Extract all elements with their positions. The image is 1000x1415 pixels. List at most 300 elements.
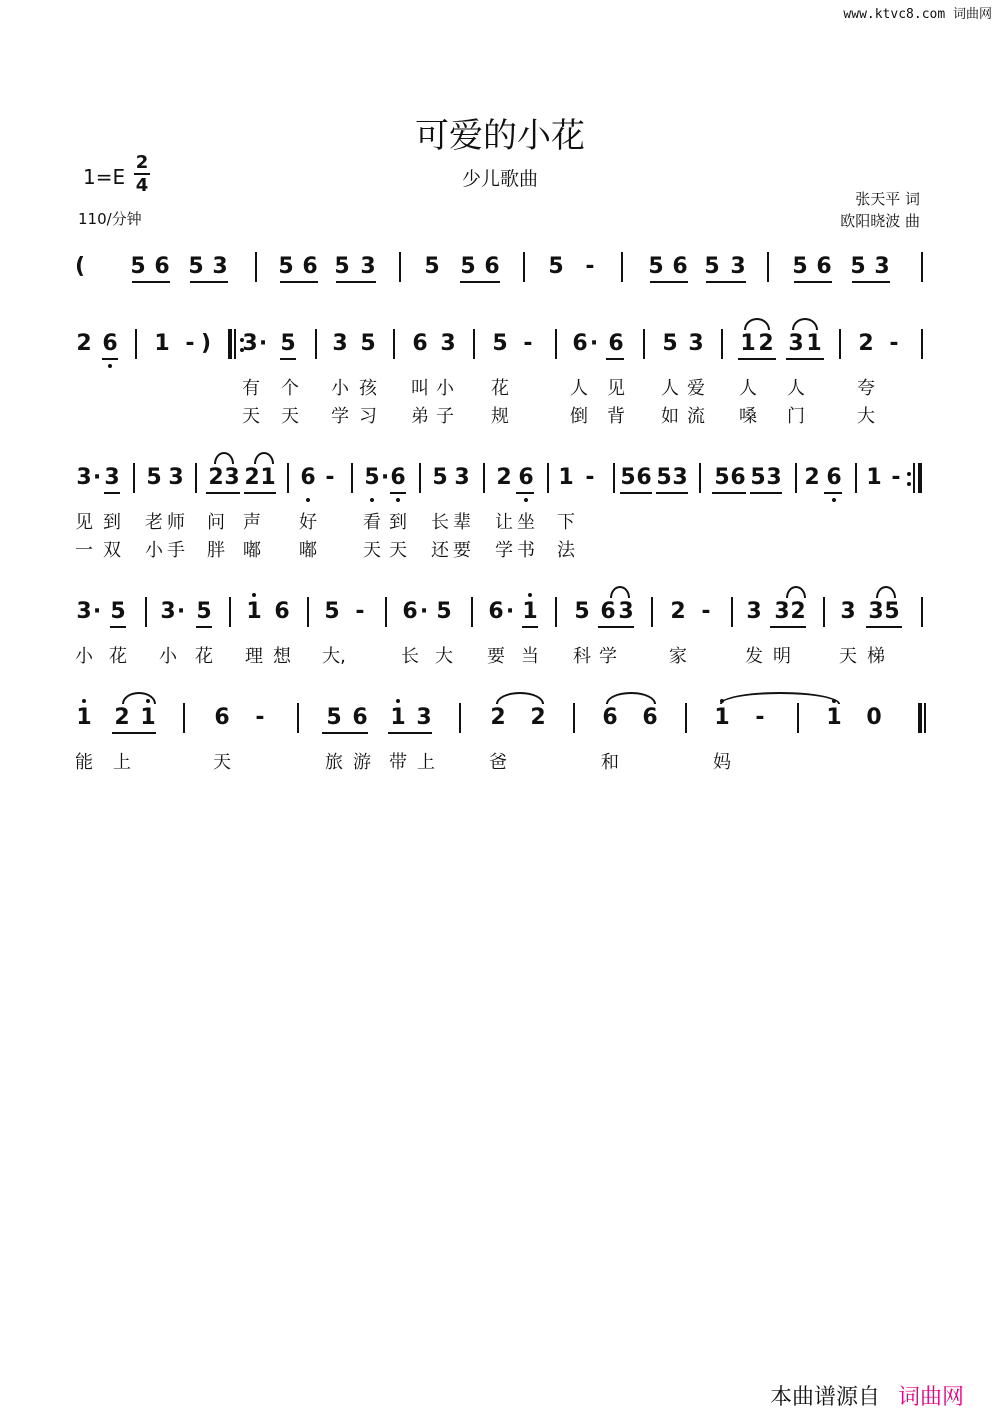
barline bbox=[471, 597, 473, 627]
time-signature bbox=[133, 152, 151, 196]
lyric-syllable: 天 bbox=[389, 540, 407, 561]
barline bbox=[613, 463, 615, 493]
slur bbox=[496, 692, 544, 704]
lyric-syllable: 问 bbox=[207, 512, 225, 533]
note: 2 bbox=[496, 465, 512, 490]
lyric-syllable: 让 bbox=[495, 512, 513, 533]
barline bbox=[195, 463, 197, 493]
note: 3 bbox=[746, 599, 762, 624]
note: 3 bbox=[730, 254, 746, 279]
lyric-syllable: 上 bbox=[417, 752, 435, 773]
beam-underline bbox=[656, 492, 688, 494]
augmentation-dot: · bbox=[419, 599, 429, 624]
dash: - bbox=[755, 705, 765, 730]
lyric-syllable: 人 bbox=[787, 378, 805, 399]
note: 5 bbox=[280, 331, 296, 356]
beam-underline bbox=[190, 281, 228, 283]
dash: - bbox=[891, 465, 901, 490]
barline bbox=[555, 329, 557, 359]
lyric-syllable: 旅 bbox=[325, 752, 343, 773]
note: 5 bbox=[492, 331, 508, 356]
note: 3 bbox=[874, 254, 890, 279]
beam-underline bbox=[738, 358, 776, 360]
lyric-syllable: 花 bbox=[195, 646, 213, 667]
barline bbox=[183, 703, 185, 733]
lyric-syllable: 小 bbox=[145, 540, 163, 561]
note: 1 bbox=[260, 465, 276, 490]
beam-underline bbox=[196, 626, 212, 628]
note: 1 bbox=[806, 331, 822, 356]
lyric-syllable: 书 bbox=[517, 540, 535, 561]
lyric-syllable: 子 bbox=[436, 406, 454, 427]
site-watermark: www.ktvc8.com 词曲网 bbox=[843, 7, 992, 22]
beam-underline bbox=[336, 281, 376, 283]
note: 5 bbox=[648, 254, 664, 279]
high-octave-dot bbox=[252, 593, 256, 597]
barline bbox=[135, 329, 137, 359]
augmentation-dot: · bbox=[505, 599, 515, 624]
lyric-syllable: 和 bbox=[601, 752, 619, 773]
lyric-syllable: 见 bbox=[607, 378, 625, 399]
lyric-syllable: 个 bbox=[281, 378, 299, 399]
note: 6 bbox=[816, 254, 832, 279]
barline bbox=[523, 252, 525, 282]
lyric-syllable: 想 bbox=[273, 646, 291, 667]
lyric-syllable: 天 bbox=[363, 540, 381, 561]
beam-underline bbox=[606, 358, 624, 360]
lyric-syllable: 明 bbox=[773, 646, 791, 667]
lyric-syllable: 小 bbox=[436, 378, 454, 399]
barline bbox=[133, 463, 135, 493]
beam-underline bbox=[852, 281, 890, 283]
augmentation-dot: · bbox=[589, 331, 599, 356]
lyric-syllable: 叫 bbox=[411, 378, 429, 399]
footer-source bbox=[770, 1380, 964, 1411]
lyric-syllable: 小 bbox=[159, 646, 177, 667]
note: 1 bbox=[826, 705, 842, 730]
note: 2 bbox=[758, 331, 774, 356]
note: 6 bbox=[642, 705, 658, 730]
note: 5 bbox=[656, 465, 672, 490]
beam-underline bbox=[620, 492, 652, 494]
barline bbox=[483, 463, 485, 493]
slur bbox=[786, 586, 806, 598]
lyric-syllable: 要 bbox=[487, 646, 505, 667]
beam-underline bbox=[206, 492, 240, 494]
note: 5 bbox=[574, 599, 590, 624]
beam-underline bbox=[794, 281, 832, 283]
footer-source-text: 本曲谱源自 bbox=[770, 1385, 881, 1410]
lyric-syllable: 长 bbox=[401, 646, 419, 667]
barline bbox=[643, 329, 645, 359]
beam-underline bbox=[322, 732, 368, 734]
lyric-syllable: 双 bbox=[103, 540, 121, 561]
lyric-syllable: 嘟 bbox=[243, 540, 261, 561]
time-top: 2 bbox=[135, 152, 149, 173]
note: 2 bbox=[76, 331, 92, 356]
note: 3 bbox=[774, 599, 790, 624]
barline bbox=[721, 329, 723, 359]
key-signature: 1=E bbox=[83, 165, 126, 189]
beam-underline bbox=[598, 626, 634, 628]
augmentation-dot: · bbox=[380, 465, 390, 490]
note: 3 bbox=[868, 599, 884, 624]
note: 5 bbox=[432, 465, 448, 490]
lyric-syllable: 大 bbox=[857, 406, 875, 427]
note: 1 bbox=[390, 705, 406, 730]
note: 6 bbox=[352, 705, 368, 730]
repeat-dot bbox=[907, 472, 911, 476]
beam-underline bbox=[388, 732, 432, 734]
note: 3 bbox=[688, 331, 704, 356]
barline bbox=[459, 703, 461, 733]
beam-underline bbox=[824, 492, 842, 494]
composer-credit: 欧阳晓波 曲 bbox=[840, 212, 920, 230]
beam-underline bbox=[522, 626, 538, 628]
note: 3 bbox=[104, 465, 120, 490]
high-octave-dot bbox=[832, 699, 836, 703]
barline bbox=[699, 463, 701, 493]
low-octave-dot bbox=[108, 364, 112, 368]
note: 6 bbox=[826, 465, 842, 490]
note: 2 bbox=[790, 599, 806, 624]
beam-underline bbox=[104, 492, 120, 494]
note: 6 bbox=[730, 465, 746, 490]
note: 5 bbox=[750, 465, 766, 490]
lyric-syllable: 当 bbox=[521, 646, 539, 667]
barline bbox=[921, 597, 923, 627]
beam-underline bbox=[102, 358, 118, 360]
high-octave-dot bbox=[396, 699, 400, 703]
barline bbox=[921, 329, 923, 359]
note: 3 bbox=[332, 331, 348, 356]
note: 6 bbox=[484, 254, 500, 279]
note: ) bbox=[200, 331, 212, 356]
note: 2 bbox=[244, 465, 260, 490]
lyric-syllable: 到 bbox=[103, 512, 121, 533]
beam-underline bbox=[650, 281, 688, 283]
note: 5 bbox=[334, 254, 350, 279]
note: 6 bbox=[488, 599, 504, 624]
lyric-syllable: 习 bbox=[359, 406, 377, 427]
barline bbox=[685, 703, 687, 733]
note: 1 bbox=[740, 331, 756, 356]
note: 3 bbox=[168, 465, 184, 490]
note: 1 bbox=[714, 705, 730, 730]
beam-underline bbox=[750, 492, 782, 494]
dash: - bbox=[701, 599, 711, 624]
barline bbox=[839, 329, 841, 359]
lyric-syllable: 能 bbox=[75, 752, 93, 773]
barline bbox=[573, 703, 575, 733]
barline bbox=[823, 597, 825, 627]
lyric-syllable: 规 bbox=[491, 406, 509, 427]
dash: - bbox=[325, 465, 335, 490]
note: 3 bbox=[766, 465, 782, 490]
double-barline bbox=[918, 463, 922, 493]
augmentation-dot: · bbox=[258, 331, 268, 356]
lyric-syllable: 老 bbox=[145, 512, 163, 533]
lyric-syllable: 嗓 bbox=[739, 406, 757, 427]
barline bbox=[229, 597, 231, 627]
lyric-syllable: 看 bbox=[363, 512, 381, 533]
barline bbox=[547, 463, 549, 493]
lyric-syllable: 见 bbox=[75, 512, 93, 533]
barline bbox=[795, 463, 797, 493]
high-octave-dot bbox=[146, 699, 150, 703]
note: 6 bbox=[302, 254, 318, 279]
lyric-syllable: 门 bbox=[787, 406, 805, 427]
lyric-syllable: 嘟 bbox=[299, 540, 317, 561]
note: 1 bbox=[558, 465, 574, 490]
beam-underline bbox=[110, 626, 126, 628]
note: 1 bbox=[76, 705, 92, 730]
barline bbox=[921, 252, 923, 282]
lyric-syllable: 下 bbox=[557, 512, 575, 533]
lyric-syllable: 天 bbox=[839, 646, 857, 667]
barline bbox=[621, 252, 623, 282]
barline bbox=[731, 597, 733, 627]
note: 5 bbox=[884, 599, 900, 624]
note: 5 bbox=[436, 599, 452, 624]
note: 5 bbox=[792, 254, 808, 279]
note: 6 bbox=[672, 254, 688, 279]
lyric-syllable: 人 bbox=[570, 378, 588, 399]
low-octave-dot bbox=[832, 498, 836, 502]
lyric-syllable: 手 bbox=[167, 540, 185, 561]
barline bbox=[797, 703, 799, 733]
note: 6 bbox=[390, 465, 406, 490]
lyric-syllable: 声 bbox=[243, 512, 261, 533]
lyric-syllable: 大, bbox=[322, 646, 346, 667]
lyric-syllable: 爸 bbox=[489, 752, 507, 773]
note: 3 bbox=[76, 465, 92, 490]
lyric-syllable: 夸 bbox=[857, 378, 875, 399]
lyric-syllable: 还 bbox=[431, 540, 449, 561]
lyric-syllable: 要 bbox=[453, 540, 471, 561]
note: 5 bbox=[460, 254, 476, 279]
lyric-syllable: 如 bbox=[661, 406, 679, 427]
lyric-syllable: 妈 bbox=[713, 752, 731, 773]
note: 3 bbox=[788, 331, 804, 356]
note: 1 bbox=[522, 599, 538, 624]
note: 5 bbox=[620, 465, 636, 490]
beam-underline bbox=[280, 281, 318, 283]
barline bbox=[145, 597, 147, 627]
lyric-syllable: 人 bbox=[739, 378, 757, 399]
lyric-syllable: 学 bbox=[495, 540, 513, 561]
note: 2 bbox=[114, 705, 130, 730]
note: 2 bbox=[670, 599, 686, 624]
note: 5 bbox=[196, 599, 212, 624]
beam-underline bbox=[244, 492, 276, 494]
slur bbox=[792, 318, 818, 330]
lyric-syllable: 学 bbox=[599, 646, 617, 667]
note: 5 bbox=[324, 599, 340, 624]
lyric-syllable: 天 bbox=[242, 406, 260, 427]
lyric-syllable: 小 bbox=[75, 646, 93, 667]
lyric-syllable: 发 bbox=[745, 646, 763, 667]
lyric-syllable: 小 bbox=[331, 378, 349, 399]
note: 5 bbox=[278, 254, 294, 279]
note: 5 bbox=[424, 254, 440, 279]
slur bbox=[214, 452, 234, 464]
dash: - bbox=[585, 254, 595, 279]
lyric-syllable: 师 bbox=[167, 512, 185, 533]
beam-underline bbox=[706, 281, 746, 283]
note: 3 bbox=[454, 465, 470, 490]
augmentation-dot: · bbox=[176, 599, 186, 624]
note: 6 bbox=[636, 465, 652, 490]
lyric-syllable: 理 bbox=[245, 646, 263, 667]
note: 3 bbox=[672, 465, 688, 490]
augmentation-dot: · bbox=[92, 599, 102, 624]
lyric-syllable: 花 bbox=[109, 646, 127, 667]
note: 3 bbox=[360, 254, 376, 279]
barline bbox=[651, 597, 653, 627]
time-bottom: 4 bbox=[135, 175, 149, 196]
note: 3 bbox=[224, 465, 240, 490]
note: 2 bbox=[208, 465, 224, 490]
barline bbox=[297, 703, 299, 733]
note: 5 bbox=[188, 254, 204, 279]
slur bbox=[606, 692, 656, 704]
beam-underline bbox=[460, 281, 500, 283]
note: 3 bbox=[440, 331, 456, 356]
note: 5 bbox=[662, 331, 678, 356]
note: 5 bbox=[360, 331, 376, 356]
slur bbox=[876, 586, 896, 598]
barline bbox=[855, 463, 857, 493]
barline bbox=[315, 329, 317, 359]
dash: - bbox=[585, 465, 595, 490]
note: 1 bbox=[246, 599, 262, 624]
note: 6 bbox=[402, 599, 418, 624]
low-octave-dot bbox=[306, 498, 310, 502]
barline bbox=[287, 463, 289, 493]
lyric-syllable: 辈 bbox=[453, 512, 471, 533]
lyric-syllable: 上 bbox=[113, 752, 131, 773]
lyric-syllable: 到 bbox=[389, 512, 407, 533]
note: 5 bbox=[704, 254, 720, 279]
note: 6 bbox=[274, 599, 290, 624]
note: 1 bbox=[154, 331, 170, 356]
augmentation-dot: · bbox=[92, 465, 102, 490]
beam-underline bbox=[866, 626, 902, 628]
lyric-syllable: 花 bbox=[491, 378, 509, 399]
note: 5 bbox=[110, 599, 126, 624]
note: 1 bbox=[866, 465, 882, 490]
beam-underline bbox=[132, 281, 170, 283]
note: 6 bbox=[300, 465, 316, 490]
tempo-marking: 110/分钟 bbox=[78, 210, 142, 228]
note: 6 bbox=[102, 331, 118, 356]
lyric-syllable: 有 bbox=[242, 378, 260, 399]
note: 2 bbox=[490, 705, 506, 730]
lyric-syllable: 好 bbox=[299, 512, 317, 533]
beam-underline bbox=[112, 732, 156, 734]
lyric-syllable: 胖 bbox=[207, 540, 225, 561]
note: 6 bbox=[412, 331, 428, 356]
lyric-syllable: 一 bbox=[75, 540, 93, 561]
dash: - bbox=[889, 331, 899, 356]
note: 5 bbox=[130, 254, 146, 279]
note: 3 bbox=[160, 599, 176, 624]
high-octave-dot bbox=[82, 699, 86, 703]
lyric-syllable: 家 bbox=[669, 646, 687, 667]
note: 3 bbox=[242, 331, 258, 356]
note: 6 bbox=[518, 465, 534, 490]
barline bbox=[473, 329, 475, 359]
double-barline bbox=[918, 703, 922, 733]
note: 5 bbox=[850, 254, 866, 279]
note: 6 bbox=[154, 254, 170, 279]
beam-underline bbox=[712, 492, 746, 494]
dash: - bbox=[255, 705, 265, 730]
high-octave-dot bbox=[528, 593, 532, 597]
lyric-syllable: 梯 bbox=[867, 646, 885, 667]
beam-underline bbox=[786, 358, 824, 360]
repeat-dot bbox=[907, 482, 911, 486]
note: 5 bbox=[146, 465, 162, 490]
low-octave-dot bbox=[370, 498, 374, 502]
note: 6 bbox=[214, 705, 230, 730]
lyric-syllable: 弟 bbox=[411, 406, 429, 427]
low-octave-dot bbox=[396, 498, 400, 502]
note: 5 bbox=[714, 465, 730, 490]
lyric-syllable: 天 bbox=[213, 752, 231, 773]
double-barline bbox=[228, 329, 232, 359]
dash: - bbox=[523, 331, 533, 356]
note: ( bbox=[74, 254, 86, 279]
lyric-syllable: 倒 bbox=[570, 406, 588, 427]
note: 5 bbox=[364, 465, 380, 490]
lyricist-credit: 张天平 词 bbox=[855, 190, 920, 208]
note: 5 bbox=[326, 705, 342, 730]
song-title: 可爱的小花 bbox=[415, 116, 585, 156]
note: 3 bbox=[416, 705, 432, 730]
barline bbox=[385, 597, 387, 627]
note: 3 bbox=[212, 254, 228, 279]
lyric-syllable: 带 bbox=[389, 752, 407, 773]
slur bbox=[720, 692, 840, 704]
lyric-syllable: 长 bbox=[431, 512, 449, 533]
double-barline-thin bbox=[924, 703, 926, 733]
slur bbox=[254, 452, 274, 464]
beam-underline bbox=[516, 492, 534, 494]
note: 3 bbox=[840, 599, 856, 624]
lyric-syllable: 学 bbox=[331, 406, 349, 427]
lyric-syllable: 天 bbox=[281, 406, 299, 427]
song-subtitle: 少儿歌曲 bbox=[461, 168, 538, 190]
lyric-syllable: 大 bbox=[435, 646, 453, 667]
note: 2 bbox=[858, 331, 874, 356]
barline bbox=[307, 597, 309, 627]
footer-brand: 词曲网 bbox=[898, 1385, 965, 1410]
note: 1 bbox=[140, 705, 156, 730]
note: 2 bbox=[804, 465, 820, 490]
slur bbox=[610, 586, 630, 598]
beam-underline bbox=[770, 626, 806, 628]
note: 6 bbox=[608, 331, 624, 356]
lyric-syllable: 游 bbox=[353, 752, 371, 773]
lyric-syllable: 人 bbox=[661, 378, 679, 399]
note: 6 bbox=[602, 705, 618, 730]
note: 3 bbox=[618, 599, 634, 624]
note: 0 bbox=[866, 705, 882, 730]
lyric-syllable: 流 bbox=[687, 406, 705, 427]
lyric-syllable: 坐 bbox=[517, 512, 535, 533]
